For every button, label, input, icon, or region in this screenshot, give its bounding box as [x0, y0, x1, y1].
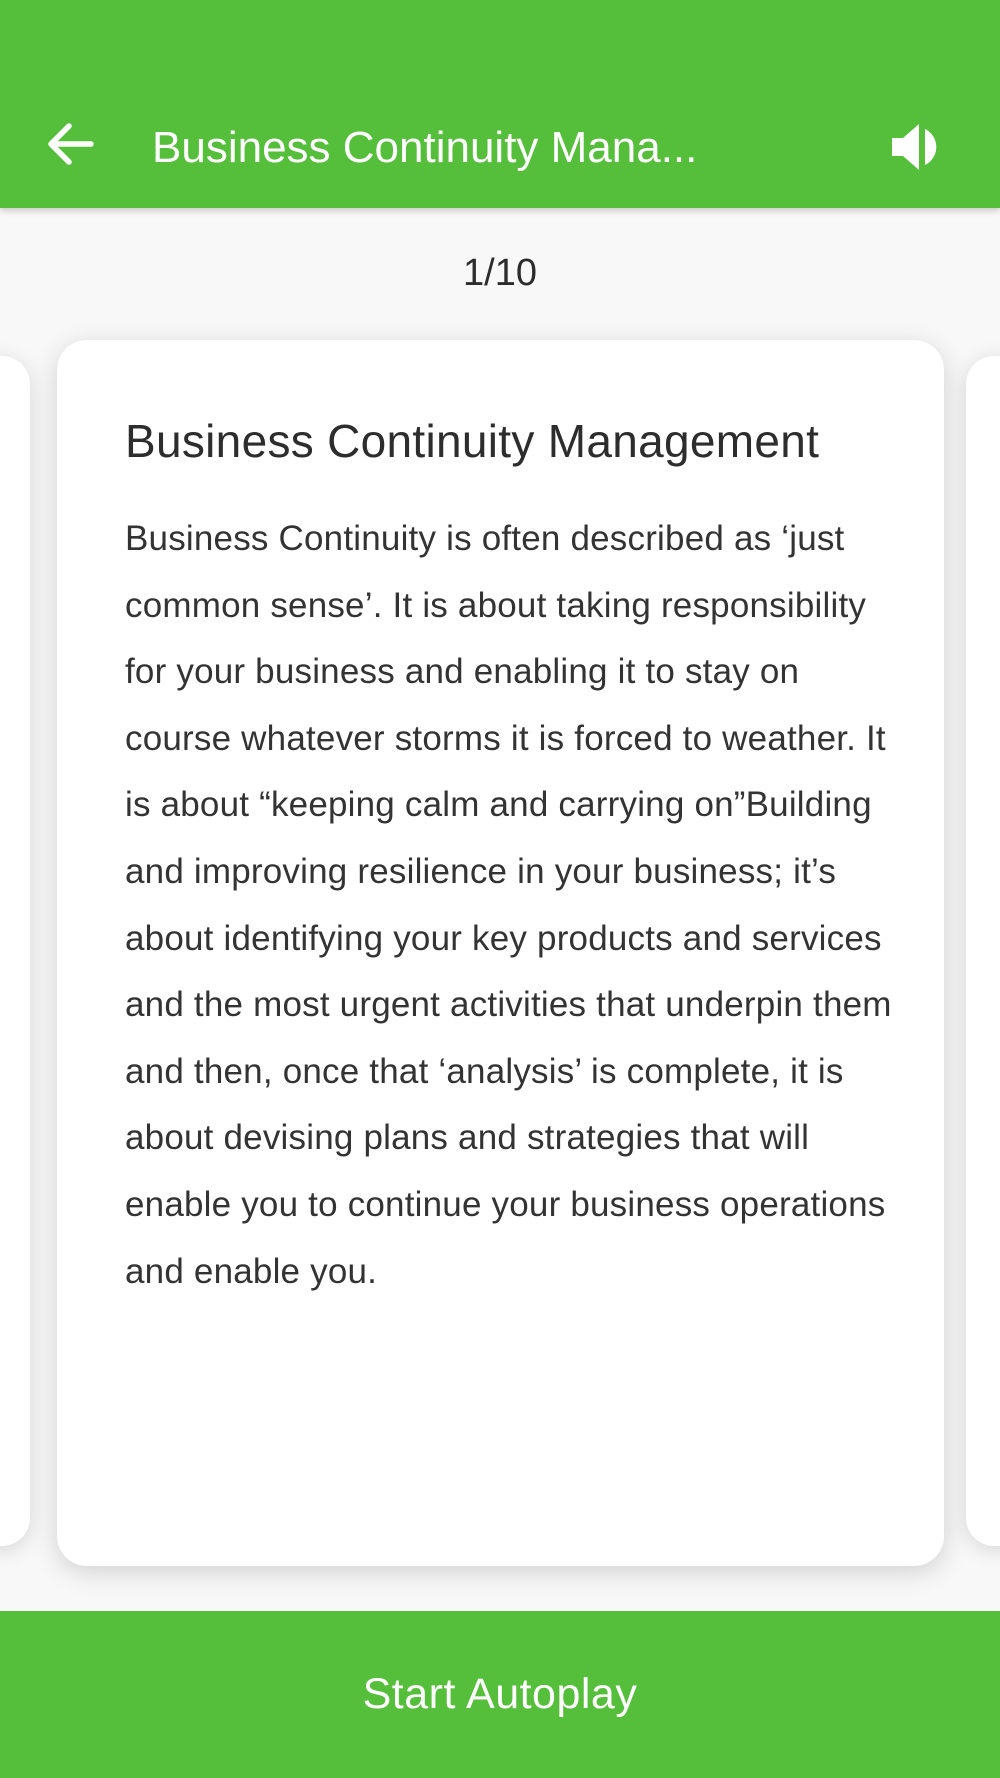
card-body: Business Continuity is often described as ‘just common sense’. It is about taking responsibility for your business and enabling it to stay on course whatever storms it is forced to weather. It is about “keeping calm and carrying on”Building and improving resilience in your business; it’s about identifying your key products and services and the most urgent activities that underpin them and then, once that ‘analysis’ is complete, it is about devising plans and strategies that will enable you to continue your business operations and enable you. — [125, 519, 892, 1291]
previous-card-peek[interactable] — [0, 356, 30, 1546]
back-button[interactable] — [40, 116, 100, 176]
page-indicator: 1/10 — [463, 252, 537, 294]
start-autoplay-label: Start Autoplay — [362, 1670, 638, 1718]
sound-button[interactable] — [884, 116, 950, 182]
app-bar — [0, 0, 1000, 208]
card-title: Business Continuity Management — [125, 415, 820, 467]
next-card-peek[interactable] — [966, 356, 1000, 1546]
start-autoplay-button[interactable] — [0, 1611, 1000, 1778]
speaker-volume-icon — [889, 121, 945, 178]
content-card — [57, 340, 944, 1566]
app-title: Business Continuity Mana... — [152, 123, 698, 172]
arrow-left-icon — [45, 122, 95, 171]
